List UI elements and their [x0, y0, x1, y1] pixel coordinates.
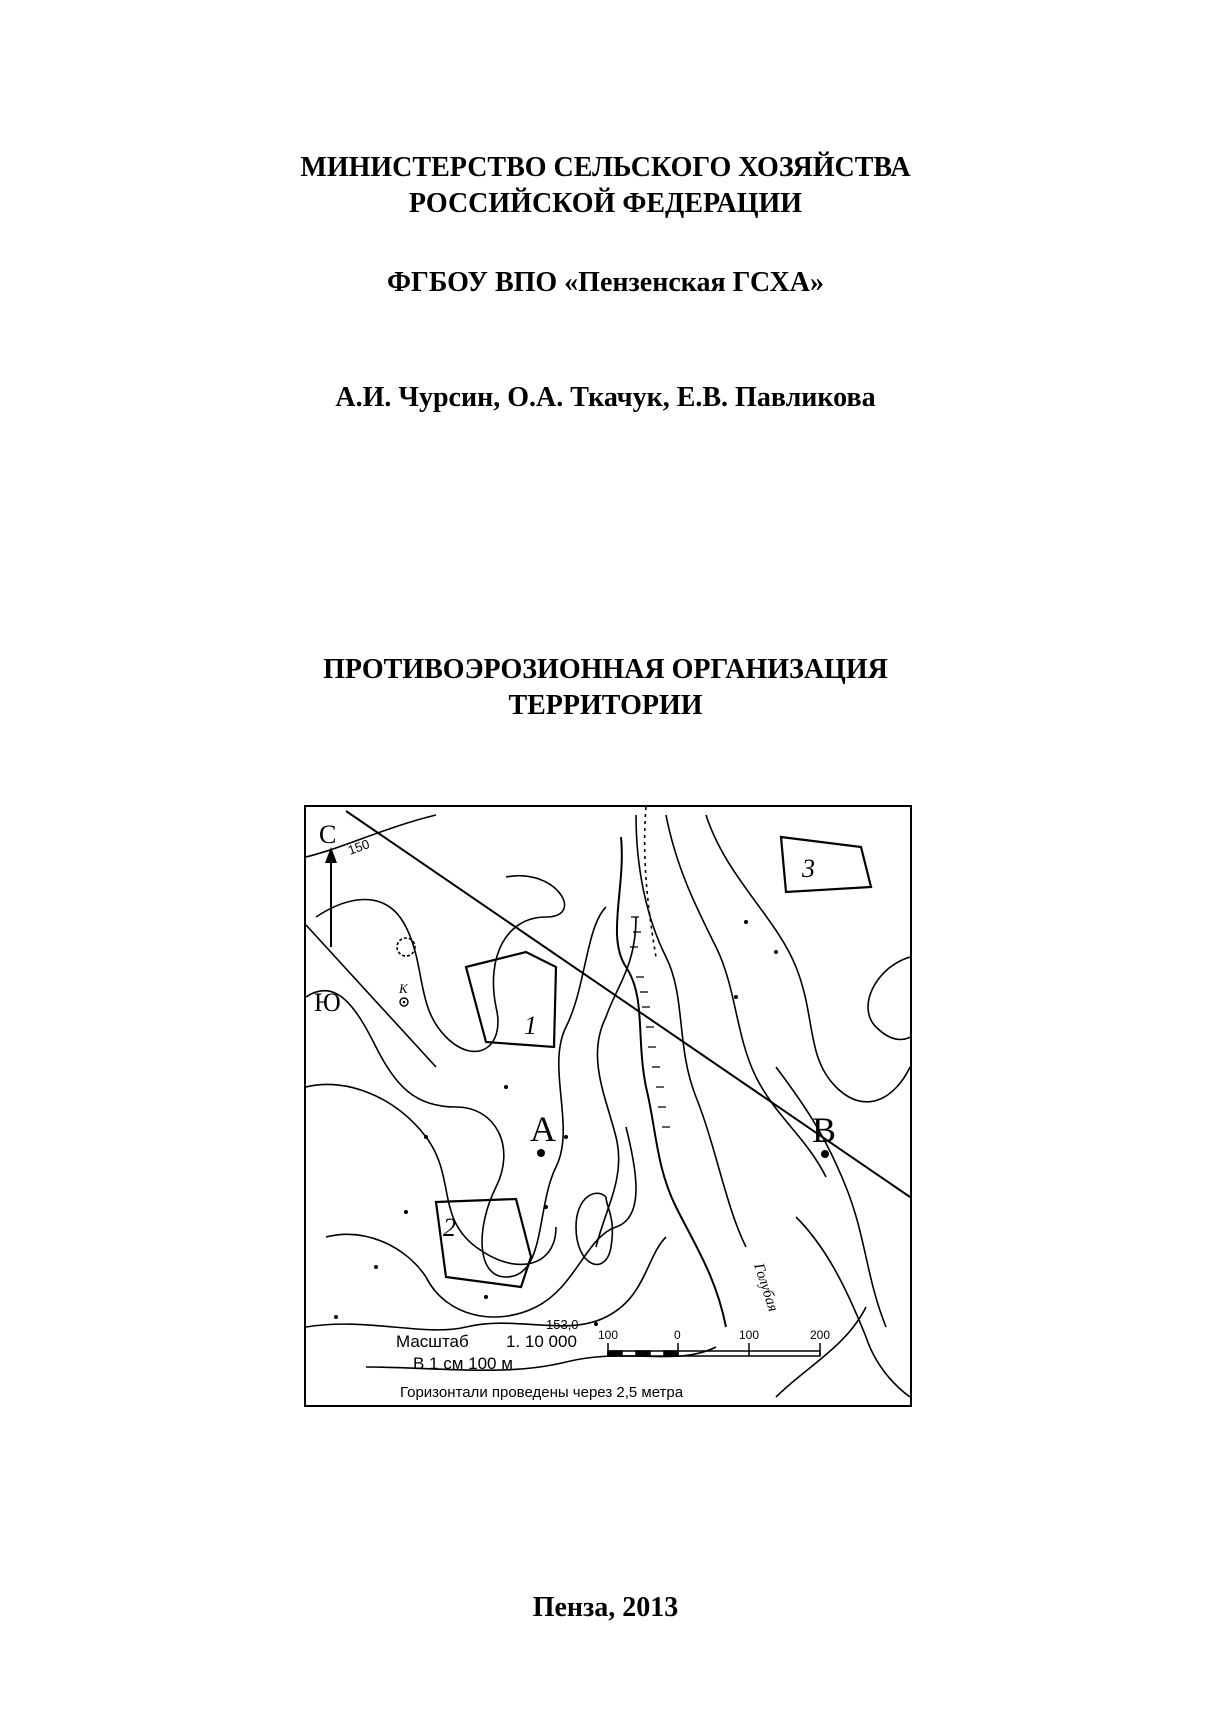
- elevation-label: 153,0: [546, 1317, 579, 1332]
- north-label: С: [319, 820, 337, 849]
- contour-label: 150: [345, 836, 372, 858]
- scale-tick-label: 0: [674, 1328, 681, 1342]
- contour-line: [306, 907, 606, 1277]
- well-label: К: [399, 981, 408, 996]
- contour-line: [796, 1217, 910, 1397]
- plot-1-label: 1: [524, 1011, 537, 1040]
- plot-3-boundary: [781, 837, 871, 892]
- river-bank: [645, 807, 656, 957]
- scale-tick-label: 200: [810, 1328, 831, 1342]
- ministry-heading: [0, 150, 1211, 222]
- point-b-label: В: [812, 1110, 837, 1150]
- scale-text: В 1 см 100 м: [413, 1354, 513, 1373]
- gully-hatching: [630, 917, 670, 1127]
- ministry-line-2: РОССИЙСКОЙ ФЕДЕРАЦИИ: [408, 188, 803, 219]
- topographic-map: [304, 805, 912, 1407]
- contour-line: [776, 1307, 866, 1397]
- south-label: Ю: [314, 988, 341, 1017]
- contour-interval: Горизонтали проведены через 2,5 метра: [400, 1384, 684, 1401]
- city-year: Пенза, 2013: [532, 1592, 679, 1623]
- title-line-2: ТЕРРИТОРИИ: [508, 690, 703, 721]
- contour-line: [636, 815, 746, 1247]
- ministry-line-1: МИНИСТЕРСТВО СЕЛЬСКОГО ХОЗЯЙСТВА: [300, 152, 911, 183]
- well-marker-dot: [403, 1001, 406, 1004]
- point-a-label: А: [530, 1109, 556, 1149]
- contour-line: [776, 1067, 886, 1327]
- title-line-1: ПРОТИВОЭРОЗИОННАЯ ОРГАНИЗАЦИЯ: [323, 654, 888, 685]
- plot-2-label: 2: [443, 1213, 456, 1242]
- scale-value: 1. 10 000: [506, 1332, 577, 1351]
- contour-line: [596, 917, 636, 1247]
- contour-line: [868, 957, 910, 1040]
- point-b-dot: [821, 1150, 829, 1158]
- contour-line: [306, 1084, 556, 1264]
- authors-line: А.И. Чурсин, О.А. Ткачук, Е.В. Павликова: [335, 382, 876, 413]
- plot-1-boundary: [466, 952, 556, 1047]
- contour-line: [326, 1127, 636, 1317]
- scale-tick-label: 100: [598, 1328, 619, 1342]
- scale-label: Масштаб: [396, 1332, 469, 1351]
- scale-bar: [608, 1343, 820, 1356]
- plot-3-label: 3: [802, 854, 815, 883]
- north-arrow-head: [325, 847, 337, 863]
- river-line: [617, 837, 726, 1327]
- elevation-dot: [594, 1322, 598, 1326]
- map-drawing: [306, 807, 910, 1405]
- river-name: Голубая: [750, 1261, 781, 1314]
- contour-line: [576, 1193, 612, 1264]
- organization-name: ФГБОУ ВПО «Пензенская ГСХА»: [387, 267, 824, 298]
- scale-tick-label: 100: [739, 1328, 760, 1342]
- point-a-dot: [537, 1149, 545, 1157]
- document-title: [0, 652, 1211, 724]
